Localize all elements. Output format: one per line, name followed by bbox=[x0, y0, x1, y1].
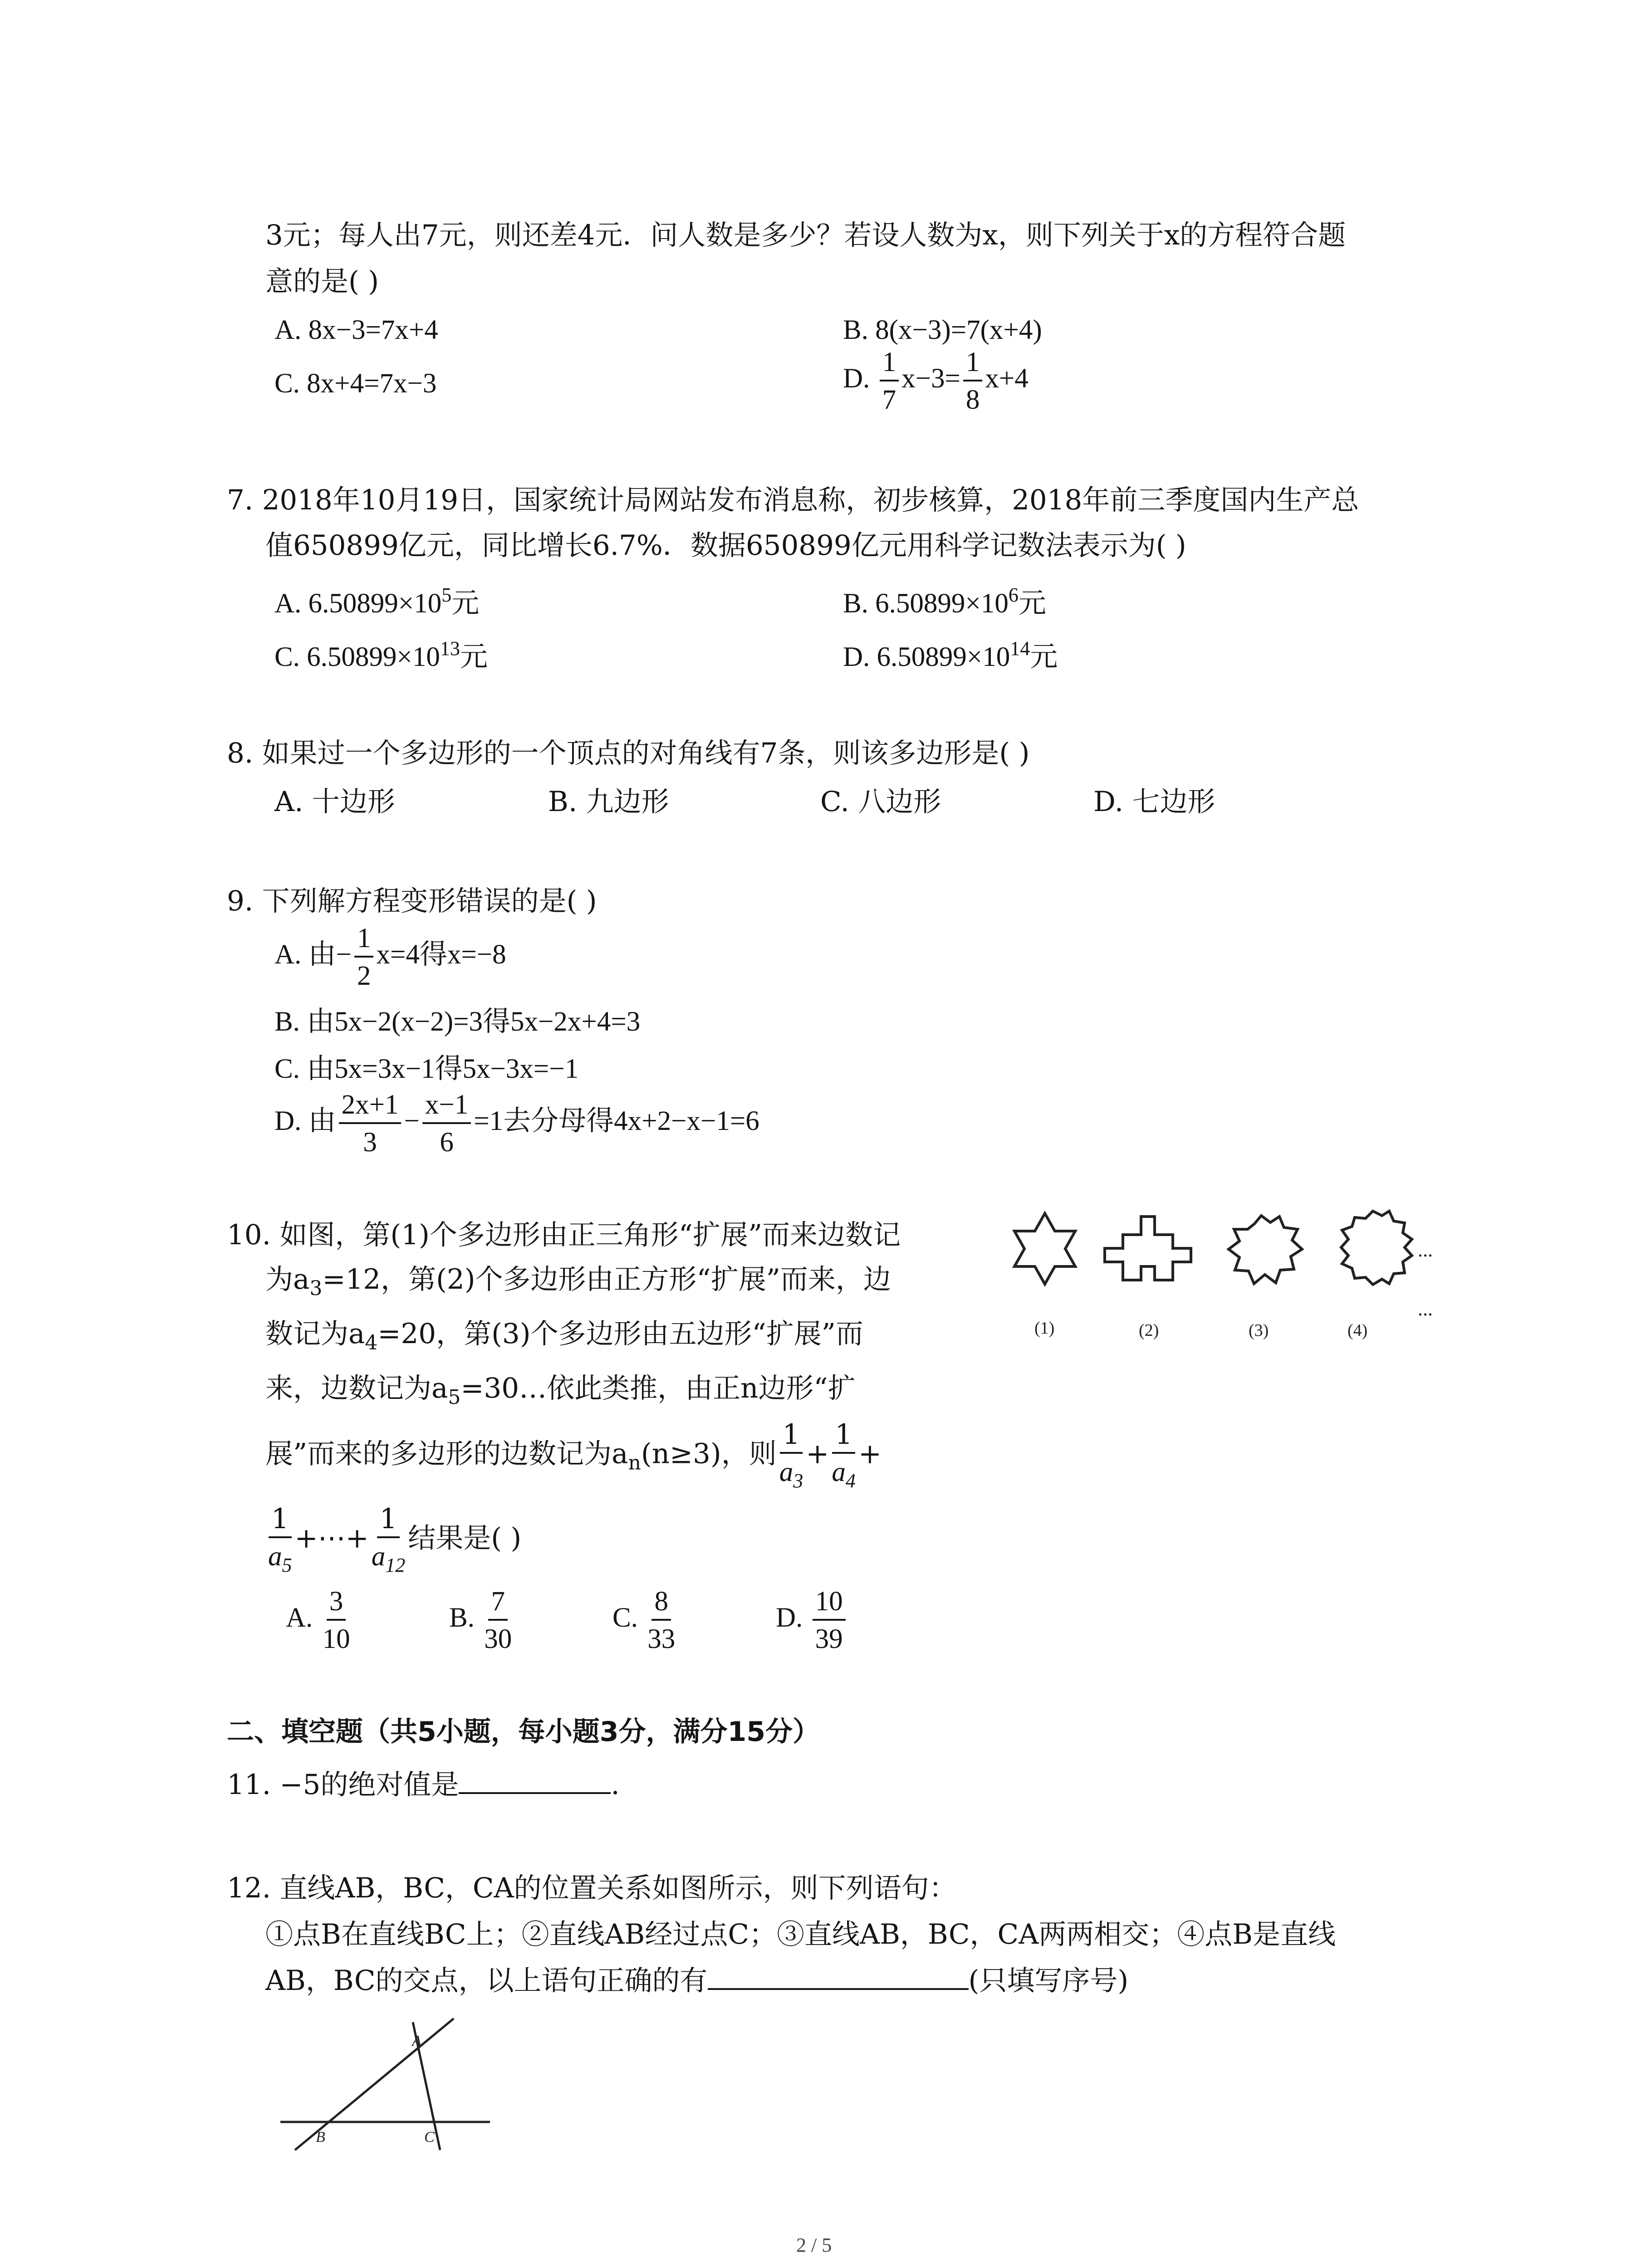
q12-stem-line1: 12. 直线AB，BC，CA的位置关系如图所示，则下列语句： bbox=[227, 1872, 957, 1904]
denominator: $a_5$ bbox=[268, 1541, 292, 1576]
q10-stem-line2 bbox=[265, 1263, 891, 1300]
q12-stem-line3 bbox=[265, 1965, 1129, 1997]
q10-stem-line1: 10. 如图，第(1)个多边形由正三角形“扩展”而来边数记 bbox=[227, 1219, 901, 1251]
option-prefix: D. 由 bbox=[274, 1106, 336, 1136]
hexagram-shape bbox=[1014, 1213, 1075, 1284]
q8-option-c: C. 八边形 bbox=[820, 786, 941, 818]
q10-option-b bbox=[449, 1588, 514, 1653]
fraction bbox=[813, 1588, 846, 1653]
option-label: A. bbox=[286, 1603, 313, 1633]
unit: 元 bbox=[460, 642, 488, 672]
exponent: 5 bbox=[441, 584, 452, 606]
option-label: D. bbox=[843, 363, 870, 394]
fraction bbox=[268, 1505, 292, 1575]
q10-stem-line3 bbox=[265, 1320, 863, 1353]
fraction bbox=[323, 1588, 350, 1653]
numerator: 10 bbox=[813, 1588, 846, 1621]
q7-stem-line1: 7. 2018年10月19日，国家统计局网站发布消息称，初步核算，2018年前三季度国内生产总 bbox=[227, 484, 1359, 516]
expression-part: x+4 bbox=[985, 363, 1029, 394]
expression-part: x−3= bbox=[901, 363, 960, 394]
figure-label-4: (4) bbox=[1347, 1321, 1368, 1340]
q6-stem-line1: 3元；每人出7元，则还差4元．问人数是多少？若设人数为x，则下列关于x的方程符合题 bbox=[265, 219, 1346, 251]
q8-option-b: B. 九边形 bbox=[548, 786, 669, 818]
option-base: C. 6.50899×10 bbox=[274, 642, 440, 672]
plus-sign: + bbox=[806, 1437, 829, 1470]
q12-lines-figure bbox=[272, 2014, 499, 2159]
numerator: 3 bbox=[327, 1588, 346, 1621]
numerator: 8 bbox=[652, 1588, 671, 1621]
option-label: C. bbox=[612, 1603, 638, 1633]
text: 数记为a bbox=[265, 1318, 365, 1350]
q10-stem-line6 bbox=[265, 1505, 521, 1575]
fraction bbox=[372, 1505, 406, 1575]
q6-stem-line2: 意的是( ) bbox=[265, 265, 379, 298]
q8-option-d: D. 七边形 bbox=[1093, 786, 1215, 818]
denominator: 7 bbox=[882, 385, 896, 415]
text: =30…依此类推，由正n边形“扩 bbox=[460, 1372, 856, 1404]
exponent: 14 bbox=[1010, 637, 1030, 660]
numerator: 1 bbox=[880, 348, 899, 381]
fraction bbox=[880, 348, 899, 414]
numerator: 1 bbox=[832, 1421, 855, 1454]
numerator: 2x+1 bbox=[339, 1091, 402, 1124]
expanded-hexagon-shape bbox=[1341, 1211, 1412, 1285]
q9-option-c: C. 由5x=3x−1得5x−3x=−1 bbox=[274, 1054, 579, 1084]
option-suffix: x=4得x=−8 bbox=[376, 939, 506, 970]
q9-stem: 9. 下列解方程变形错误的是( ) bbox=[227, 885, 597, 917]
q7-option-d bbox=[843, 639, 1058, 671]
q9-option-b: B. 由5x−2(x−2)=3得5x−2x+4=3 bbox=[274, 1007, 641, 1037]
expanded-square-shape bbox=[1105, 1217, 1191, 1280]
q8-stem: 8. 如果过一个多边形的一个顶点的对角线有7条，则该多边形是( ) bbox=[227, 737, 1030, 769]
exponent: 6 bbox=[1008, 584, 1019, 606]
numerator: 1 bbox=[354, 924, 374, 958]
option-base: A. 6.50899×10 bbox=[274, 588, 442, 619]
option-prefix: A. 由− bbox=[274, 939, 352, 970]
q6-option-c: C. 8x+4=7x−3 bbox=[274, 368, 437, 399]
denominator: 8 bbox=[965, 385, 980, 415]
page-number: 2 / 5 bbox=[796, 2234, 832, 2256]
denominator: 33 bbox=[647, 1624, 676, 1654]
minus-sign: − bbox=[404, 1106, 420, 1136]
q6-option-a: A. 8x−3=7x+4 bbox=[274, 315, 438, 345]
answer-blank[interactable] bbox=[708, 1968, 969, 1990]
ellipsis: +⋯+ bbox=[294, 1522, 369, 1554]
q10-stem-line5 bbox=[265, 1418, 882, 1492]
option-suffix: =1去分母得4x+2−x−1=6 bbox=[474, 1106, 759, 1136]
subscript: 5 bbox=[448, 1386, 461, 1409]
figure-ellipsis: ... bbox=[1418, 1239, 1433, 1261]
question-text: 11. −5的绝对值是 bbox=[227, 1769, 459, 1801]
fraction bbox=[779, 1418, 803, 1492]
fraction bbox=[484, 1588, 512, 1653]
q11-stem bbox=[227, 1771, 620, 1799]
option-base: B. 6.50899×10 bbox=[843, 588, 1009, 619]
q6-option-b: B. 8(x−3)=7(x+4) bbox=[843, 315, 1042, 345]
numerator: 7 bbox=[488, 1588, 508, 1621]
q8-option-a: A. 十边形 bbox=[274, 786, 395, 818]
denominator: 3 bbox=[363, 1127, 377, 1158]
figure-label-2: (2) bbox=[1139, 1321, 1159, 1340]
figure-label-1: (1) bbox=[1034, 1319, 1055, 1338]
denominator: 30 bbox=[484, 1624, 512, 1654]
denominator: 10 bbox=[322, 1624, 350, 1654]
text: =20，第(3)个多边形由五边形“扩展”而 bbox=[377, 1318, 863, 1350]
q7-option-b bbox=[843, 585, 1046, 617]
denominator: $a_{12}$ bbox=[371, 1541, 406, 1576]
q10-stem-line4 bbox=[265, 1374, 856, 1408]
expanded-pentagon-shape bbox=[1229, 1216, 1302, 1284]
denominator: $a_4$ bbox=[832, 1457, 856, 1492]
q9-option-d bbox=[274, 1091, 759, 1156]
numerator: 1 bbox=[377, 1505, 400, 1538]
fraction bbox=[354, 924, 374, 990]
q10-polygon-figure bbox=[989, 1198, 1452, 1352]
text: 结果是( ) bbox=[408, 1522, 522, 1554]
fraction bbox=[963, 348, 983, 414]
unit: 元 bbox=[1018, 588, 1046, 619]
label-c: C bbox=[424, 2129, 435, 2146]
figure-ellipsis: ... bbox=[1418, 1298, 1433, 1320]
denominator: 39 bbox=[815, 1624, 843, 1654]
denominator: $a_3$ bbox=[779, 1457, 803, 1492]
q12-stem-line2: ①点B在直线BC上；②直线AB经过点C；③直线AB，BC，CA两两相交；④点B是直线 bbox=[265, 1918, 1336, 1950]
figure-label-3: (3) bbox=[1249, 1321, 1269, 1340]
text: (n≥3)，则 bbox=[641, 1437, 777, 1470]
text: =12，第(2)个多边形由正方形“扩展”而来，边 bbox=[322, 1263, 891, 1295]
text: 为a bbox=[265, 1263, 310, 1295]
numerator: 1 bbox=[780, 1421, 803, 1454]
answer-blank[interactable] bbox=[459, 1772, 611, 1794]
fraction bbox=[422, 1091, 471, 1156]
text: AB，BC的交点，以上语句正确的有 bbox=[265, 1965, 708, 1997]
q7-stem-line2: 值650899亿元，同比增长6.7%．数据650899亿元用科学记数法表示为( ) bbox=[265, 529, 1186, 562]
subscript: 4 bbox=[365, 1331, 378, 1354]
option-label: D. bbox=[776, 1603, 803, 1633]
unit: 元 bbox=[451, 588, 480, 619]
subscript: 3 bbox=[309, 1277, 323, 1300]
unit: 元 bbox=[1030, 642, 1058, 672]
denominator: 2 bbox=[357, 961, 371, 991]
text: 展”而来的多边形的边数记为a bbox=[265, 1437, 628, 1470]
text: 来，边数记为a bbox=[265, 1372, 448, 1404]
q10-option-c bbox=[612, 1588, 678, 1653]
exponent: 13 bbox=[440, 637, 460, 660]
q9-option-a bbox=[274, 924, 506, 990]
subscript: n bbox=[628, 1451, 641, 1475]
fraction bbox=[339, 1091, 402, 1156]
denominator: 6 bbox=[440, 1127, 454, 1158]
text: (只填写序号) bbox=[968, 1965, 1129, 1997]
q7-option-c bbox=[274, 639, 488, 671]
q10-option-a bbox=[286, 1588, 353, 1653]
q10-option-d bbox=[776, 1588, 848, 1653]
numerator: x−1 bbox=[422, 1091, 471, 1124]
label-b: B bbox=[316, 2129, 325, 2146]
option-label: B. bbox=[449, 1603, 475, 1633]
q7-option-a bbox=[274, 585, 479, 617]
fraction bbox=[832, 1418, 856, 1492]
numerator: 1 bbox=[963, 348, 983, 381]
section-2-title: 二、填空题（共5小题，每小题3分，满分15分） bbox=[227, 1716, 820, 1748]
period: . bbox=[611, 1769, 620, 1801]
option-base: D. 6.50899×10 bbox=[843, 642, 1010, 672]
q6-option-d bbox=[843, 348, 1029, 414]
label-a: A bbox=[412, 2033, 421, 2049]
fraction bbox=[647, 1588, 675, 1653]
plus-sign: + bbox=[858, 1437, 882, 1470]
numerator: 1 bbox=[269, 1505, 292, 1538]
